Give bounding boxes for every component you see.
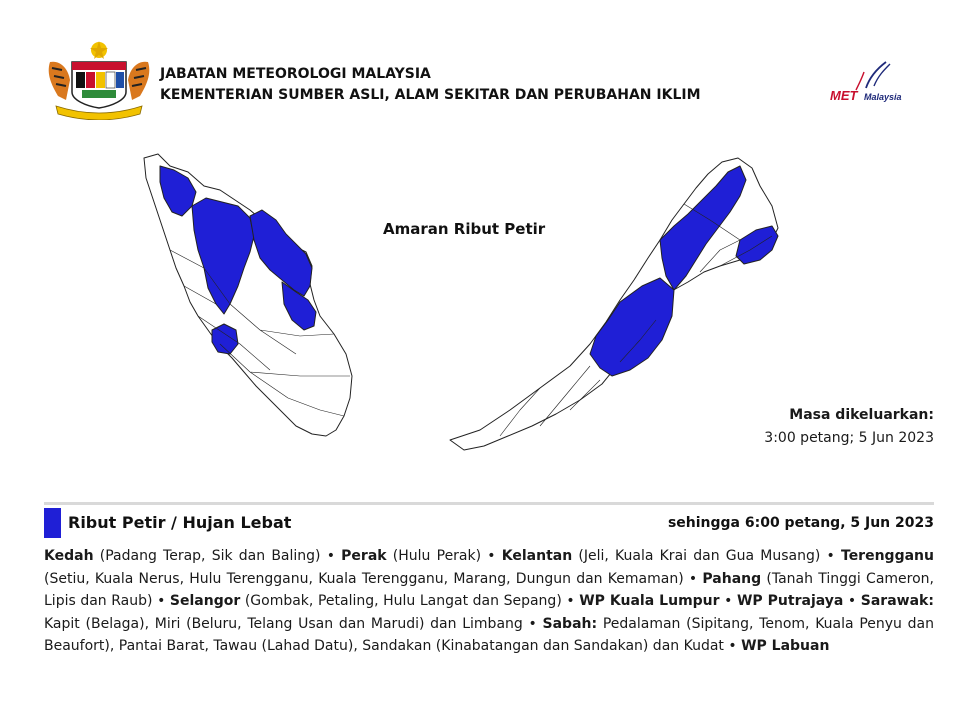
issued-value: 3:00 petang; 5 Jun 2023 <box>764 430 934 446</box>
area-detail: (Gombak, Petaling, Hulu Langat dan Sepang) <box>240 593 562 610</box>
area-detail: (Padang Terap, Sik dan Baling) <box>93 548 321 564</box>
area-state: Terengganu <box>841 548 934 564</box>
area-state: WP Kuala Lumpur <box>579 593 720 610</box>
area-state: WP Putrajaya <box>736 593 844 610</box>
area-item <box>737 593 843 609</box>
met-malaysia-logo-icon <box>826 60 930 106</box>
area-state: WP Labuan <box>741 638 830 655</box>
met-logo-text-a: MET <box>830 88 858 103</box>
area-state: Sarawak: <box>860 593 934 610</box>
legend-label: Ribut Petir / Hujan Lebat <box>68 513 292 532</box>
malaysia-coat-of-arms-icon <box>44 40 154 120</box>
area-state: Selangor <box>169 593 241 610</box>
area-state: Kedah <box>44 548 94 564</box>
issued-label: Masa dikeluarkan: <box>789 407 934 423</box>
area-detail: Kapit (Belaga), Miri (Beluru, Telang Usan dan Marudi) dan Limbang <box>44 615 523 632</box>
area-detail: (Tanah Tinggi Cameron, Lipis dan Raub) <box>44 570 934 610</box>
area-state: Sabah: <box>542 615 598 632</box>
area-item <box>579 593 719 609</box>
area-detail: (Setiu, Kuala Nerus, Hulu Terengganu, Kuala Terengganu, Marang, Dungun dan Kemaman) <box>44 570 684 587</box>
area-detail: (Hulu Perak) <box>386 548 482 564</box>
header <box>44 40 934 120</box>
area-item <box>502 548 821 564</box>
agency-title <box>160 64 701 106</box>
pahang-cameron-warning-area <box>212 324 238 354</box>
section-divider <box>44 502 934 505</box>
area-detail: Pedalaman (Sipitang, Tenom, Kuala Penyu dan Beaufort), Pantai Barat, Tawau (Lahad Datu), Sandakan (Kinabatangan dan Sandakan) dan Kudat <box>44 615 934 655</box>
ministry-name: KEMENTERIAN SUMBER ASLI, ALAM SEKITAR DAN PERUBAHAN IKLIM <box>160 87 701 103</box>
area-state: Kelantan <box>501 548 573 564</box>
area-item <box>170 593 562 609</box>
map-title: Amaran Ribut Petir <box>383 220 546 238</box>
agency-name: JABATAN METEOROLOGI MALAYSIA <box>160 66 431 82</box>
legend-swatch <box>44 508 61 538</box>
sarawak-kapit-belaga-warning-area <box>590 278 674 376</box>
malaysia-warning-map <box>100 140 780 460</box>
area-state: Pahang <box>702 570 762 587</box>
area-item <box>341 548 481 564</box>
valid-until: sehingga 6:00 petang, 5 Jun 2023 <box>667 515 934 531</box>
area-item <box>44 548 321 564</box>
warning-areas-list: Kedah (Padang Terap, Sik dan Baling) • Perak (Hulu Perak) • Kelantan (Jeli, Kuala Krai dan Gua Musang) • Terengganu (Setiu, Kuala Nerus, Hulu Terengganu, Kuala Terengganu, Marang, Dungun dan Kemaman) • Pahang (Tanah Tinggi Cameron, Lipis dan Raub) • Selangor (Gombak, Petaling, Hulu Langat dan Sepang) • WP Kuala Lumpur • WP Putrajaya • Sarawak: Kapit (Belaga), Miri (Beluru, Telang Usan dan Marudi) dan Limbang • Sabah: Pedalaman (Sipitang, Tenom, Kuala Penyu dan Beaufort), Pantai Barat, Tawau (Lahad Datu), Sandakan (Kinabatangan dan Sandakan) dan Kudat • WP Labuan <box>44 548 934 655</box>
area-item <box>741 638 829 654</box>
met-logo-text-b: Malaysia <box>864 92 902 102</box>
issued-time-block <box>764 404 934 450</box>
area-detail: (Jeli, Kuala Krai dan Gua Musang) <box>572 548 821 564</box>
area-state: Perak <box>341 548 387 564</box>
